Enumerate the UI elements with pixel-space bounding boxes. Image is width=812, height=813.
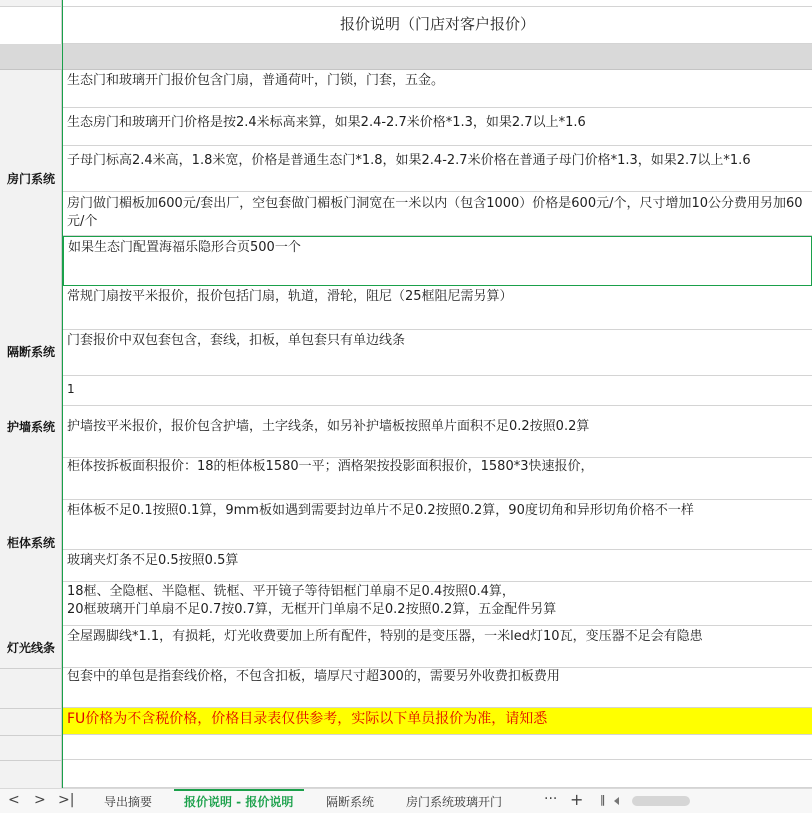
group-label-cabinet: 柜体系统 <box>6 536 55 550</box>
cell-text: 房门做门楣板加600元/套出厂，空包套做门楣板门洞宽在一米以内（包含1000）价格是600元/个，尺寸增加10公分费用另加60元/个 <box>67 196 803 229</box>
table-cell[interactable] <box>63 146 812 192</box>
cell-text: 护墙按平米报价，报价包含护墙，土字线条，如另补护墙板按照单片面积不足0.2按照0.2算 <box>67 419 590 434</box>
scroll-left-icon[interactable] <box>614 797 619 805</box>
table-cell[interactable] <box>63 626 812 668</box>
row-header-top <box>0 0 62 6</box>
group-label-doors: 房门系统 <box>6 172 55 186</box>
tab-door-glass[interactable]: 房门系统玻璃开门 <box>406 795 503 809</box>
table-cell[interactable] <box>63 286 812 330</box>
cell-text: 1 <box>67 382 75 396</box>
group-label-partition: 隔断系统 <box>6 345 55 359</box>
table-cell[interactable] <box>63 500 812 550</box>
notice-cell[interactable] <box>63 708 812 735</box>
notice-text: FU价格为不含税价格，价格目录表仅供参考，实际以下单员报价为准，请知悉 <box>67 711 548 727</box>
sheet-tab-bar <box>0 788 812 813</box>
cell-text: 18框、全隐框、半隐框、铣框、平开镜子等待铝框门单扇不足0.4按照0.4算， 20框玻璃开门单扇不足0.7按0.7算，无框开门单扇不足0.2按照0.2算，五金配件另算 <box>67 584 557 617</box>
cell-text: 生态门和玻璃开门报价包含门扇，普通荷叶，门锁，门套，五金。 <box>67 73 445 88</box>
cell-text: 如果生态门配置海福乐隐形合页500一个 <box>68 240 301 255</box>
sheet-title[interactable]: 报价说明（门店对客户报价） <box>63 7 812 44</box>
cell-text: 柜体板不足0.1按照0.1算，9mm板如遇到需要封边单片不足0.2按照0.2算，90度切角和异形切角价格不一样 <box>67 503 694 518</box>
group-label-lighting: 灯光线条 <box>6 641 55 655</box>
empty-cell[interactable] <box>63 760 812 788</box>
selected-cell[interactable] <box>63 236 812 286</box>
row-divider <box>0 760 62 761</box>
frozen-pane-line <box>62 0 63 788</box>
table-cell[interactable] <box>63 582 812 626</box>
table-cell[interactable] <box>63 330 812 376</box>
more-tabs-button[interactable]: ··· <box>544 791 558 807</box>
tab-quote-notes[interactable]: 报价说明 - 报价说明 <box>184 795 294 809</box>
add-sheet-button[interactable]: + <box>570 790 584 809</box>
row-divider <box>0 668 62 669</box>
cell-text: 门套报价中双包套包含，套线，扣板，单包套只有单边线条 <box>67 333 406 348</box>
gray-band-row[interactable] <box>0 44 812 70</box>
tab-export-summary[interactable]: 导出摘要 <box>104 795 153 809</box>
table-cell[interactable] <box>63 406 812 458</box>
group-label-wall: 护墙系统 <box>6 420 55 434</box>
table-cell[interactable] <box>63 108 812 146</box>
table-cell[interactable] <box>63 192 812 236</box>
cell-text: 包套中的单包是指套线价格，不包含扣板，墙厚尺寸超300的，需要另外收费扣板费用 <box>67 669 560 684</box>
split-handle[interactable]: ‖ <box>600 793 606 806</box>
row-header-tail[interactable] <box>0 668 62 788</box>
cell-text: 柜体按拆板面积报价：18的柜体板1580一平；酒格架按投影面积报价，1580*3快速报价， <box>67 459 594 474</box>
table-cell[interactable] <box>63 70 812 108</box>
row-divider <box>0 735 62 736</box>
table-cell[interactable] <box>63 550 812 582</box>
tab-partition[interactable]: 隔断系统 <box>326 795 375 809</box>
scrollbar-thumb[interactable] <box>632 796 690 806</box>
cell-text: 常规门扇按平米报价，报价包括门扇，轨道，滑轮，阻尼（25框阻尼需另算） <box>67 289 513 304</box>
title-row-a[interactable] <box>0 7 62 44</box>
row-divider <box>0 708 62 709</box>
cell-text: 玻璃夹灯条不足0.5按照0.5算 <box>67 553 239 568</box>
prev-sheet-button[interactable]: < <box>8 792 20 808</box>
next-sheet-button[interactable]: > <box>34 792 46 808</box>
last-sheet-button[interactable]: >| <box>58 792 75 808</box>
active-tab-indicator <box>174 789 304 791</box>
table-cell[interactable] <box>63 458 812 500</box>
horizontal-scrollbar[interactable] <box>614 795 806 807</box>
empty-cell[interactable] <box>63 735 812 760</box>
top-partial-row <box>0 0 812 7</box>
table-cell[interactable] <box>63 668 812 708</box>
table-cell[interactable] <box>63 376 812 406</box>
cell-text: 全屋踢脚线*1.1，有损耗，灯光收费要加上所有配件，特别的是变压器，一米led灯10瓦，变压器不足会有隐患 <box>67 629 703 644</box>
cell-text: 生态房门和玻璃开门价格是按2.4米标高来算，如果2.4-2.7米价格*1.3，如果2.7以上*1.6 <box>67 115 586 130</box>
cell-text: 子母门标高2.4米高，1.8米宽，价格是普通生态门*1.8，如果2.4-2.7米价格在普通子母门价格*1.3，如果2.7以上*1.6 <box>67 153 751 168</box>
